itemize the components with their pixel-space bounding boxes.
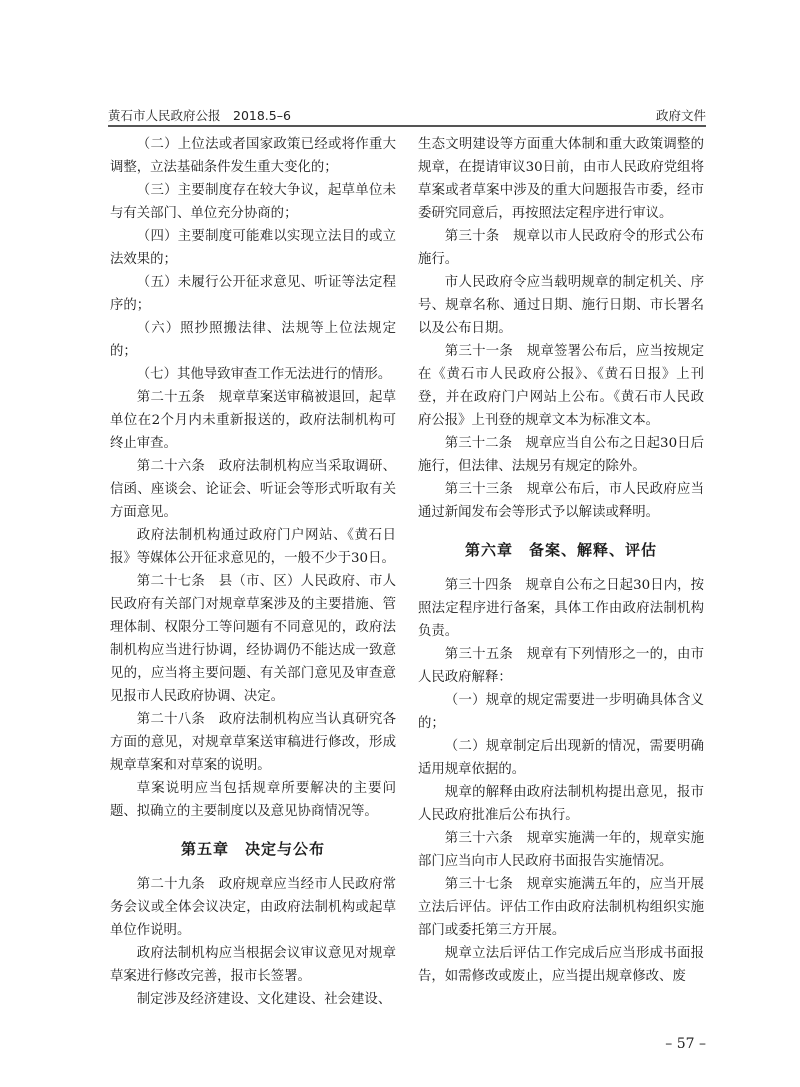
paragraph: 第三十六条 规章实施满一年的，规章实施部门应当向市人民政府书面报告实施情况。 — [418, 831, 704, 869]
paragraph: 政府法制机构通过政府门户网站、《黄石日报》等媒体公开征求意见的，一般不少于30日。 — [110, 528, 396, 566]
left-column — [110, 133, 396, 1011]
paragraph: 市人民政府令应当载明规章的制定机关、序号、规章名称、通过日期、施行日期、市长署名以及公布日期。 — [418, 275, 704, 336]
paragraph: 生态文明建设等方面重大体制和重大政策调整的规章，在提请审议30日前，由市人民政府党组将草案或者草案中涉及的重大问题报告市委，经市委研究同意后，再按照法定程序进行审议。 — [418, 137, 704, 221]
paragraph: 规章的解释由政府法制机构提出意见，报市人民政府批准后公布执行。 — [418, 785, 704, 823]
chapter-heading: 第六章 备案、解释、评估 — [464, 541, 657, 559]
paragraph: 第二十六条 政府法制机构应当采取调研、信函、座谈会、论证会、听证会等形式听取有关方面意见。 — [110, 459, 396, 520]
paragraph: （二）上位法或者国家政策已经或将作重大调整，立法基础条件发生重大变化的； — [110, 137, 396, 175]
paragraph: （五）未履行公开征求意见、听证等法定程序的； — [110, 275, 396, 313]
right-column — [418, 133, 704, 988]
paragraph: 第三十三条 规章公布后，市人民政府应当通过新闻发布会等形式予以解读或释明。 — [418, 482, 704, 520]
paragraph: （一）规章的规定需要进一步明确具体含义的； — [418, 693, 704, 731]
paragraph: 第二十八条 政府法制机构应当认真研究各方面的意见，对规章草案送审稿进行修改，形成规章草案和对草案的说明。 — [110, 712, 396, 773]
paragraph: 规章立法后评估工作完成后应当形成书面报告，如需修改或废止，应当提出规章修改、废 — [418, 946, 704, 984]
paragraph: 制定涉及经济建设、文化建设、社会建设、 — [136, 992, 392, 1007]
paragraph: 第三十一条 规章签署公布后，应当按规定在《黄石市人民政府公报》、《黄石日报》上刊登，并在政府门户网站上公布。《黄石市人民政府公报》上刊登的规章文本为标准文本。 — [418, 344, 704, 428]
paragraph: （二）规章制定后出现新的情况，需要明确适用规章依据的。 — [418, 739, 704, 777]
paragraph: 第二十七条 县（市、区）人民政府、市人民政府有关部门对规章草案涉及的主要措施、管理体制、权限分工等问题有不同意见的，政府法制机构应当进行协调，经协调仍不能达成一致意见的，应当将主要问题、有关部门意见及审查意见报市人民政府协调、决定。 — [110, 574, 396, 704]
paragraph: （七）其他导致审查工作无法进行的情形。 — [136, 367, 392, 382]
section-label: 政府文件 — [655, 108, 706, 123]
paragraph: 第三十二条 规章应当自公布之日起30日后施行，但法律、法规另有规定的除外。 — [418, 436, 704, 474]
paragraph: 第三十七条 规章实施满五年的，应当开展立法后评估。评估工作由政府法制机构组织实施部门或委托第三方开展。 — [418, 877, 704, 938]
paragraph: 政府法制机构应当根据会议审议意见对规章草案进行修改完善，报市长签署。 — [110, 946, 396, 984]
paragraph: 第三十条 规章以市人民政府令的形式公布施行。 — [418, 229, 704, 267]
running-header — [108, 106, 706, 124]
paragraph: 第二十九条 政府规章应当经市人民政府常务会议或全体会议决定，由政府法制机构或起草单位作说明。 — [110, 877, 396, 938]
chapter-heading: 第五章 决定与公布 — [180, 840, 325, 858]
header-rule — [108, 125, 706, 127]
paragraph: （三）主要制度存在较大争议，起草单位未与有关部门、单位充分协商的； — [110, 183, 396, 221]
paragraph: 第二十五条 规章草案送审稿被退回，起草单位在2个月内未重新报送的，政府法制机构可终止审查。 — [110, 390, 396, 451]
publication-title: 黄石市人民政府公报 2018.5–6 — [108, 108, 291, 123]
paragraph: 第三十五条 规章有下列情形之一的，由市人民政府解释： — [418, 647, 704, 685]
paragraph: （六）照抄照搬法律、法规等上位法规定的； — [110, 321, 396, 359]
page-number: – 57 – — [665, 1036, 706, 1052]
paragraph: 草案说明应当包括规章所要解决的主要问题、拟确立的主要制度以及意见协商情况等。 — [110, 781, 396, 819]
paragraph: 第三十四条 规章自公布之日起30日内，按照法定程序进行备案，具体工作由政府法制机构负责。 — [418, 578, 704, 639]
paragraph: （四）主要制度可能难以实现立法目的或立法效果的； — [110, 229, 396, 267]
